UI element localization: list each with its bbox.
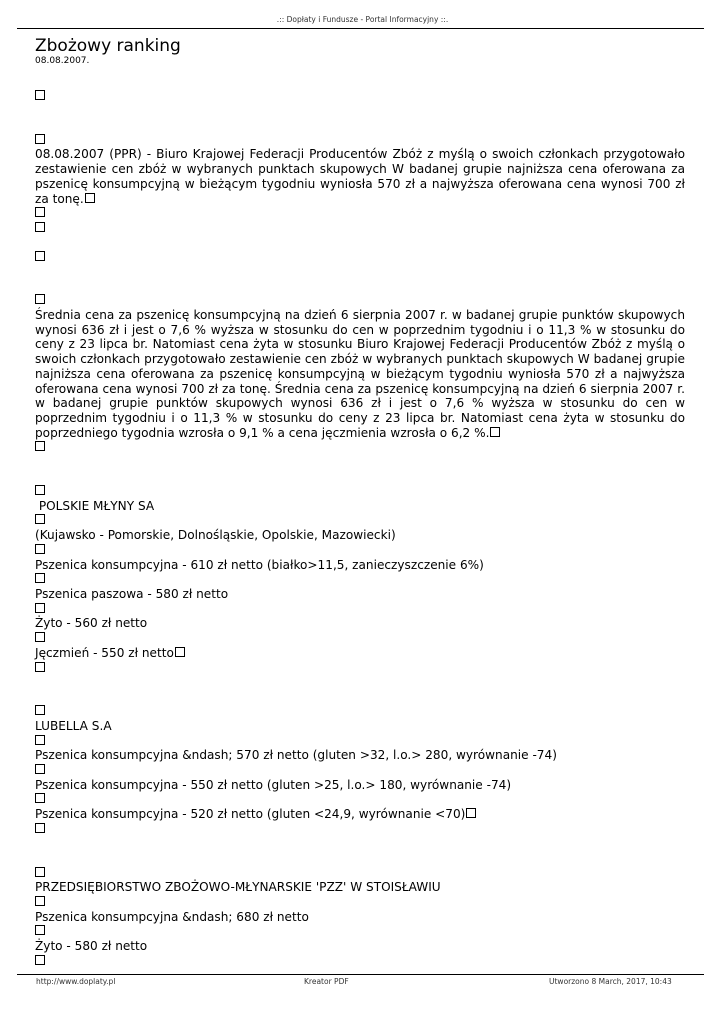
missing-glyph-icon	[35, 632, 45, 642]
missing-glyph-icon	[35, 955, 45, 965]
placeholder-row	[35, 572, 685, 587]
missing-glyph-icon	[35, 294, 45, 304]
missing-glyph-icon	[35, 485, 45, 495]
price-line-end: Pszenica konsumpcyjna - 520 zł netto (gluten <24,9, wyrównanie <70)	[35, 807, 685, 822]
missing-glyph-icon	[35, 222, 45, 232]
missing-glyph-icon	[35, 207, 45, 217]
placeholder-row	[35, 924, 685, 939]
header-divider	[17, 28, 704, 29]
placeholder-row	[35, 822, 685, 837]
portal-header-title: .:: Dopłaty i Fundusze - Portal Informacyjny ::.	[276, 15, 449, 24]
missing-glyph-icon	[35, 90, 45, 100]
missing-glyph-icon	[35, 735, 45, 745]
placeholder-row	[35, 602, 685, 617]
missing-glyph-icon	[35, 251, 45, 261]
intro-paragraph: 08.08.2007 (PPR) - Biuro Krajowej Federacji Producentów Zbóż z myślą o swoich członkach przygotowało zestawienie cen zbóż w wybranych punktach skupowych W badanej grupie najniższa cena oferowana za pszenicę konsumpcyjną w bieżącym tygodniu wyniosła 570 zł a najwyższa oferowana cena wynosi 700 zł za tonę.	[35, 147, 685, 206]
placeholder-row	[35, 293, 685, 308]
missing-glyph-icon	[35, 705, 45, 715]
placeholder-row	[35, 631, 685, 646]
article-title: Zbożowy ranking	[35, 36, 181, 56]
missing-glyph-icon	[35, 793, 45, 803]
missing-glyph-icon	[35, 896, 45, 906]
price-line: Pszenica konsumpcyjna - 610 zł netto (białko>11,5, zanieczyszczenie 6%)	[35, 557, 484, 572]
missing-glyph-icon	[35, 867, 45, 877]
footer-divider	[17, 974, 704, 975]
missing-glyph-icon	[35, 134, 45, 144]
missing-glyph-icon	[35, 662, 45, 672]
missing-glyph-icon	[35, 925, 45, 935]
footer-generator: Kreator PDF	[304, 977, 349, 986]
missing-glyph-icon	[35, 823, 45, 833]
placeholder-row	[35, 734, 685, 749]
missing-glyph-icon	[35, 603, 45, 613]
missing-glyph-icon	[35, 573, 45, 583]
placeholder-row	[35, 221, 685, 236]
body-paragraph: Średnia cena za pszenicę konsumpcyjną na dzień 6 sierpnia 2007 r. w badanej grupie punktów skupowych wynosi 636 zł i jest o 7,6 % wyższa w stosunku do cen w poprzednim tygodniu i o 11,3 % w stosunku do ceny z 23 lipca br. Natomiast cena żyta w stosunku Biuro Krajowej Federacji Producentów Zbóż z myślą o swoich członkach przygotowało zestawienie cen zbóż w wybranych punktach skupowych W badanej grupie najniższa cena oferowana za pszenicę konsumpcyjną w bieżącym tygodniu wyniosła 570 zł a najwyższa oferowana cena wynosi 700 zł za tonę. Średnia cena za pszenicę konsumpcyjną na dzień 6 sierpnia 2007 r. w badanej grupie punktów skupowych wynosi 636 zł i jest o 7,6 % wyższa w stosunku do cen w poprzednim tygodniu i o 11,3 % w stosunku do ceny z 23 lipca br. Natomiast cena żyta w stosunku do poprzedniego tygodnia wzrosła o 9,1 % a cena jęczmienia wzrosła o 6,2 %.	[35, 308, 685, 440]
placeholder-row	[35, 513, 685, 528]
placeholder-row	[35, 792, 685, 807]
article-date: 08.08.2007.	[35, 56, 90, 66]
placeholder-row	[35, 89, 685, 104]
missing-glyph-icon	[35, 514, 45, 524]
price-line: Żyto - 560 zł netto	[35, 616, 148, 631]
company-name: POLSKIE MŁYNY SA	[35, 498, 155, 513]
missing-glyph-icon	[35, 441, 45, 451]
price-line: (Kujawsko - Pomorskie, Dolnośląskie, Opolskie, Mazowiecki)	[35, 528, 396, 543]
company-name: LUBELLA S.A	[35, 718, 112, 733]
missing-glyph-icon	[35, 764, 45, 774]
price-line: Pszenica konsumpcyjna &ndash; 570 zł netto (gluten >32, l.o.> 280, wyrównanie -74)	[35, 748, 557, 763]
placeholder-row	[35, 133, 685, 148]
price-line: Pszenica paszowa - 580 zł netto	[35, 586, 229, 601]
placeholder-row	[35, 250, 685, 265]
missing-glyph-icon	[466, 808, 476, 818]
placeholder-row	[35, 954, 685, 969]
placeholder-row	[35, 484, 685, 499]
price-line: Żyto - 580 zł netto	[35, 939, 148, 954]
footer-created: Utworzono 8 March, 2017, 10:43	[549, 977, 672, 986]
missing-glyph-icon	[175, 647, 185, 657]
placeholder-row	[35, 440, 685, 455]
placeholder-row	[35, 704, 685, 719]
missing-glyph-icon	[490, 427, 500, 437]
placeholder-row	[35, 895, 685, 910]
placeholder-row	[35, 206, 685, 221]
missing-glyph-icon	[35, 544, 45, 554]
article-content	[35, 89, 685, 968]
missing-glyph-icon	[85, 193, 95, 203]
price-line-end: Jęczmień - 550 zł netto	[35, 646, 685, 661]
price-line: Pszenica konsumpcyjna &ndash; 680 zł netto	[35, 909, 309, 924]
placeholder-row	[35, 661, 685, 676]
footer-url: http://www.doplaty.pl	[36, 977, 116, 986]
placeholder-row	[35, 763, 685, 778]
company-name: PRZEDSIĘBIORSTWO ZBOŻOWO-MŁYNARSKIE 'PZZ' W STOISŁAWIU	[35, 880, 441, 895]
placeholder-row	[35, 866, 685, 881]
price-line: Pszenica konsumpcyjna - 550 zł netto (gluten >25, l.o.> 180, wyrównanie -74)	[35, 777, 512, 792]
placeholder-row	[35, 543, 685, 558]
